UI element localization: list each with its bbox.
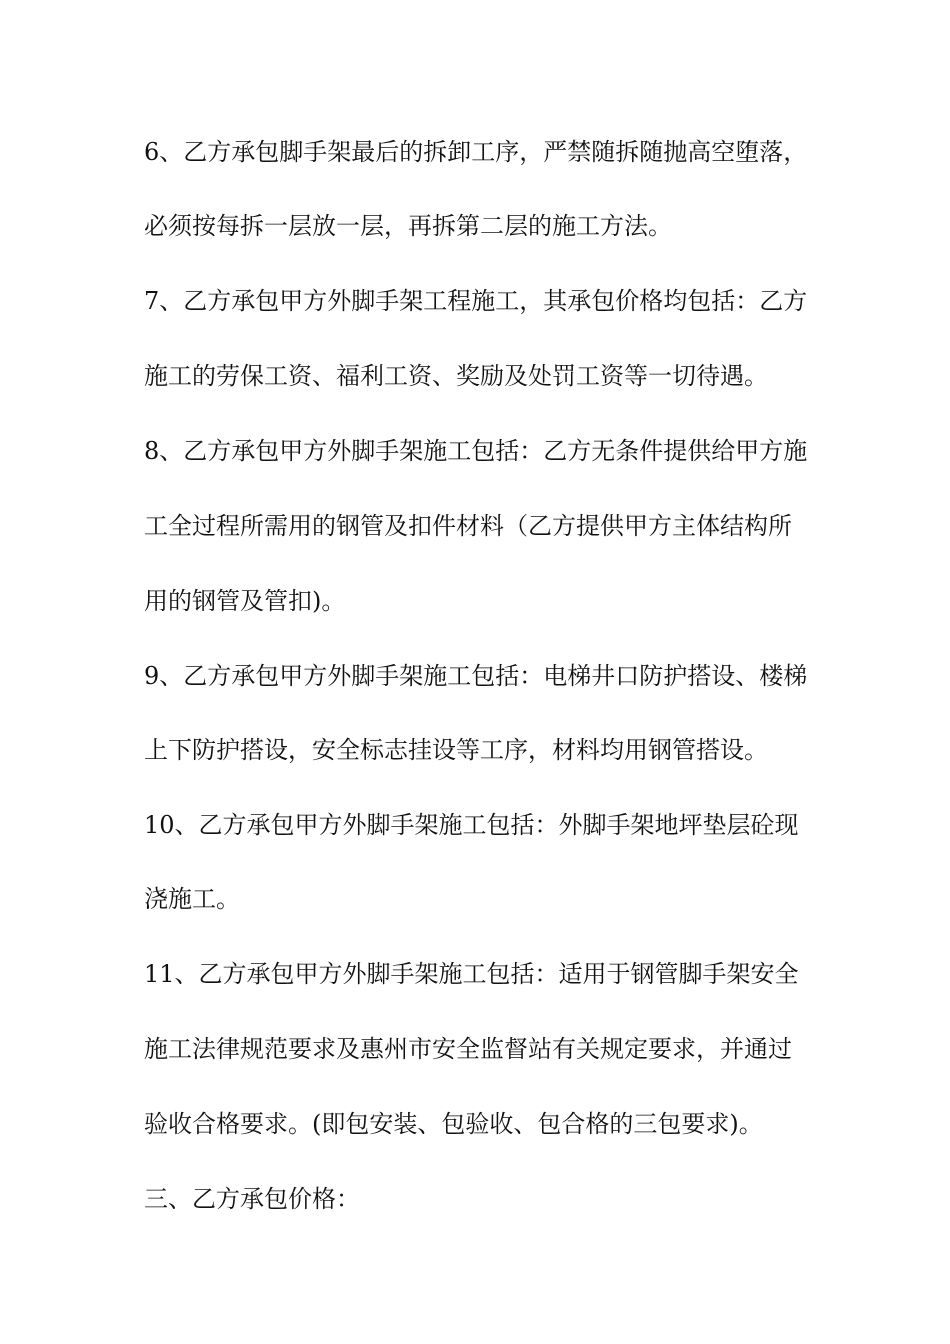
text-line: 9、乙方承包甲方外脚手架施工包括：电梯井口防护搭设、楼梯 [144, 662, 808, 690]
text-line: 施工的劳保工资、福利工资、奖励及处罚工资等一切待遇。 [144, 362, 768, 390]
section-heading: 三、乙方承包价格： [144, 1185, 360, 1213]
text-line: 11、乙方承包甲方外脚手架施工包括：适用于钢管脚手架安全 [144, 960, 799, 988]
text-line: 8、乙方承包甲方外脚手架施工包括：乙方无条件提供给甲方施 [144, 437, 808, 465]
text-line: 工全过程所需用的钢管及扣件材料（乙方提供甲方主体结构所 [144, 512, 792, 540]
text-line: 上下防护搭设，安全标志挂设等工序，材料均用钢管搭设。 [144, 736, 768, 764]
text-line: 6、乙方承包脚手架最后的拆卸工序，严禁随拆随抛高空堕落， [144, 138, 808, 166]
text-line: 施工法律规范要求及惠州市安全监督站有关规定要求，并通过 [144, 1035, 792, 1063]
text-line: 用的钢管及管扣)。 [144, 587, 346, 615]
text-line: 验收合格要求。(即包安装、包验收、包合格的三包要求)。 [144, 1110, 763, 1138]
text-line: 必须按每拆一层放一层，再拆第二层的施工方法。 [144, 212, 672, 240]
text-line: 7、乙方承包甲方外脚手架工程施工，其承包价格均包括：乙方 [144, 287, 808, 315]
text-line: 浇施工。 [144, 885, 240, 913]
text-line: 10、乙方承包甲方外脚手架施工包括：外脚手架地坪垫层砼现 [144, 811, 799, 839]
